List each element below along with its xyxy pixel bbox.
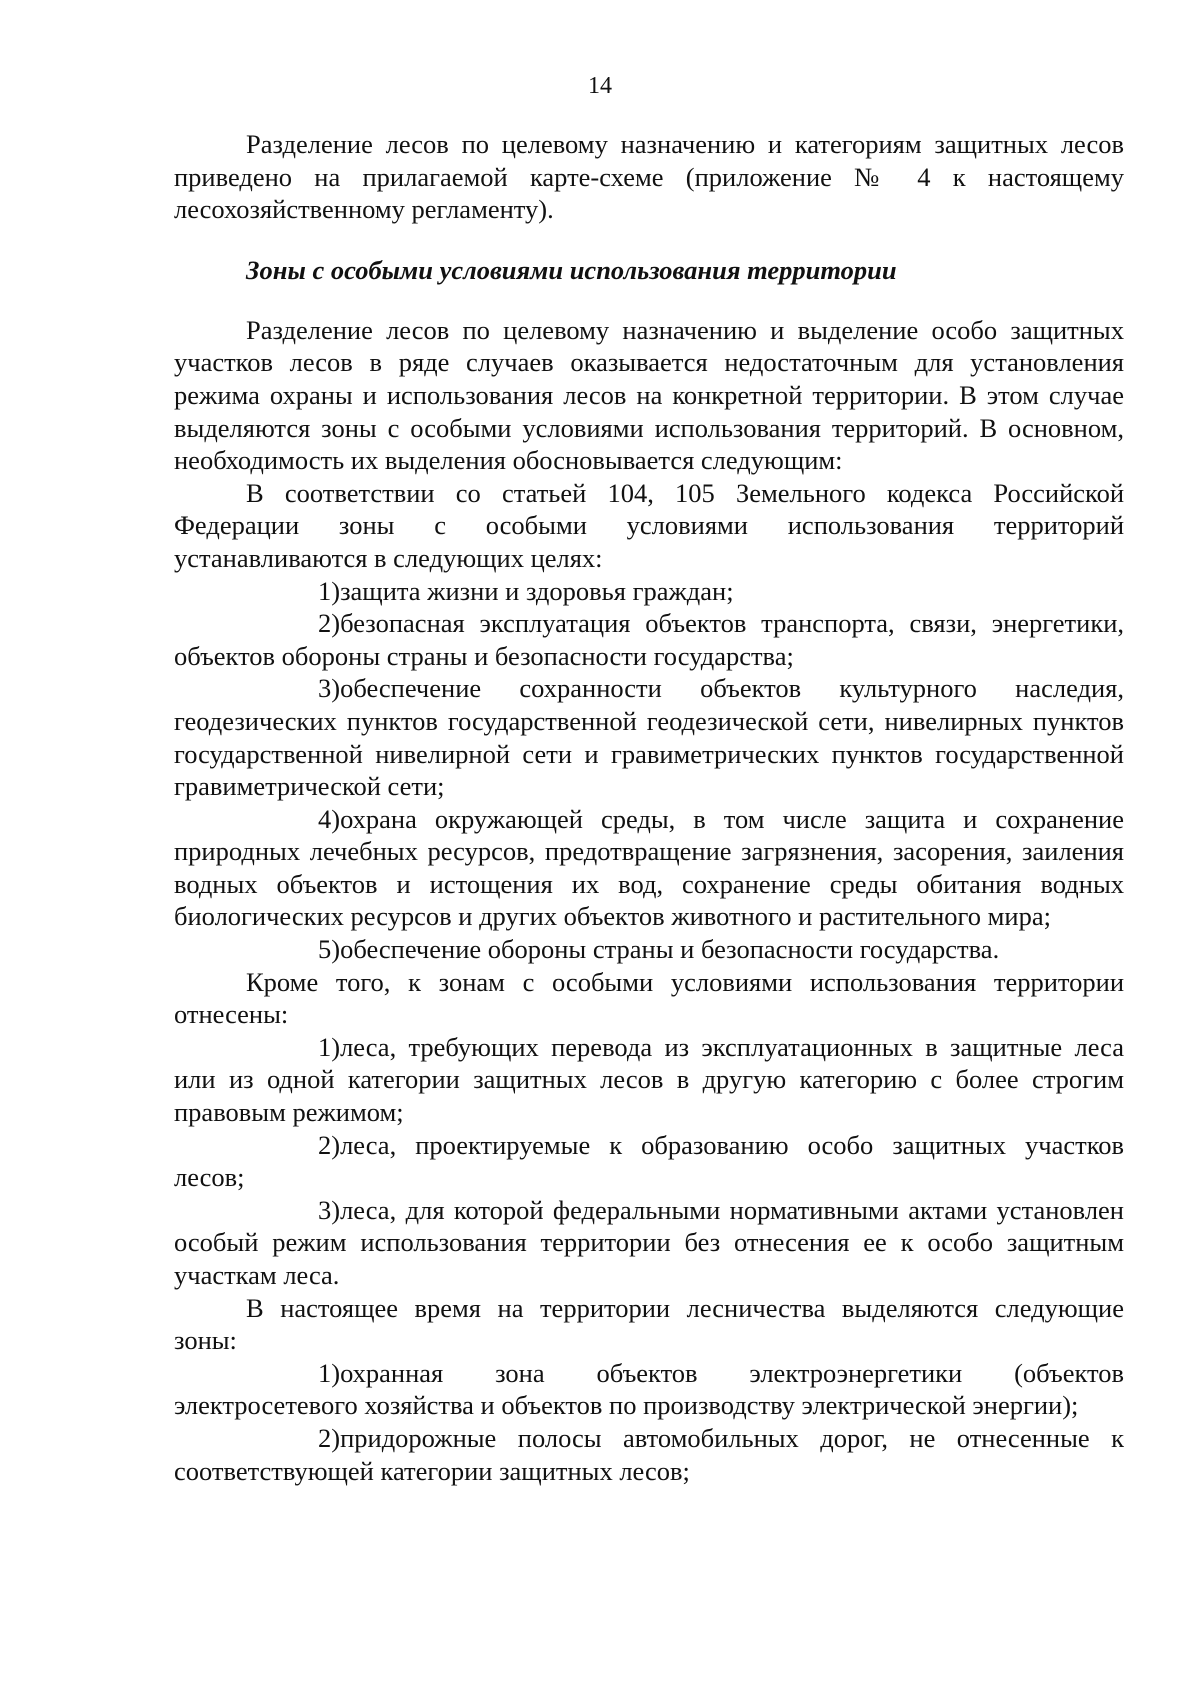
list-item-text: охрана окружающей среды, в том числе защита и сохранение природных лечебных ресурсов, предотвращение загрязнения, засорения, заиления водных объектов и истощения их вод, сохранение среды обитания водных биологических ресурсов и других объектов животного и растительного мира; [174, 803, 1124, 932]
list-item-number: 3) [318, 1194, 341, 1225]
list-item [174, 1422, 1124, 1487]
list-item [174, 1031, 1124, 1129]
page-number: 14 [588, 73, 612, 99]
list-item-text: обеспечение сохранности объектов культурного наследия, геодезических пунктов государственной геодезической сети, нивелирных пунктов государственной нивелирной сети и гравиметрических пунктов государственной гравиметрической сети; [174, 673, 1124, 802]
list-item-text: обеспечение обороны страны и безопасности государства. [340, 934, 1000, 965]
list-item-number: 2) [318, 608, 341, 639]
list-item [174, 1129, 1124, 1194]
paragraph-4: В настоящее время на территории лесничества выделяются следующие зоны: [174, 1292, 1124, 1356]
list-item-number: 3) [318, 673, 341, 704]
goals-list [174, 575, 1124, 966]
additional-list [174, 1031, 1124, 1292]
list-item-text: леса, требующих перевода из эксплуатационных в защитные леса или из одной категории защитных лесов в другую категорию с более строгим правовым режимом; [174, 1031, 1124, 1128]
list-item-text: леса, проектируемые к образованию особо защитных участков лесов; [174, 1129, 1124, 1193]
list-item-number: 1) [318, 575, 341, 606]
list-item [174, 672, 1124, 802]
page-content [174, 128, 1124, 1487]
paragraph-2: В соответствии со статьей 104, 105 Земельного кодекса Российской Федерации зоны с особыми условиями использования территорий устанавливаются в следующих целях: [174, 477, 1124, 573]
list-item-text: защита жизни и здоровья граждан; [340, 575, 734, 606]
intro-paragraph: Разделение лесов по целевому назначению и категориям защитных лесов приведено на прилагаемой карте-схеме (приложение № 4 к настоящему лесохозяйственному регламенту). [174, 129, 1124, 225]
list-item-number: 4) [318, 803, 341, 834]
list-item-text: безопасная эксплуатация объектов транспорта, связи, энергетики, объектов обороны страны и безопасности государства; [174, 608, 1124, 671]
list-item-text: охранная зона объектов электроэнергетики (объектов электросетевого хозяйства и объектов по производству электрической энергии); [174, 1357, 1124, 1421]
list-item-text: леса, для которой федеральными нормативными актами установлен особый режим использования территории без отнесения ее к особо защитным участкам леса. [174, 1194, 1124, 1290]
list-item-text: придорожные полосы автомобильных дорог, не отнесенные к соответствующей категории защитных лесов; [174, 1422, 1124, 1486]
section-heading: Зоны с особыми условиями использования территории [246, 254, 897, 285]
list-item-number: 1) [318, 1031, 341, 1062]
list-item-number: 1) [318, 1357, 341, 1388]
list-item [174, 933, 1124, 966]
paragraph-1: Разделение лесов по целевому назначению и выделение особо защитных участков лесов в ряде случаев оказывается недостаточным для установления режима охраны и использования лесов на конкретной территории. В этом случае выделяются зоны с особыми условиями использования территорий. В основном, необходимость их выделения обосновывается следующим: [174, 314, 1124, 476]
list-item [174, 607, 1124, 672]
list-item-number: 2) [318, 1422, 341, 1453]
list-item [174, 1194, 1124, 1292]
list-item [174, 803, 1124, 933]
list-item-number: 2) [318, 1129, 341, 1160]
list-item [174, 1357, 1124, 1422]
list-item [174, 575, 1124, 608]
list-item-number: 5) [318, 934, 341, 965]
zones-list [174, 1357, 1124, 1487]
paragraph-3: Кроме того, к зонам с особыми условиями использования территории отнесены: [174, 966, 1124, 1030]
